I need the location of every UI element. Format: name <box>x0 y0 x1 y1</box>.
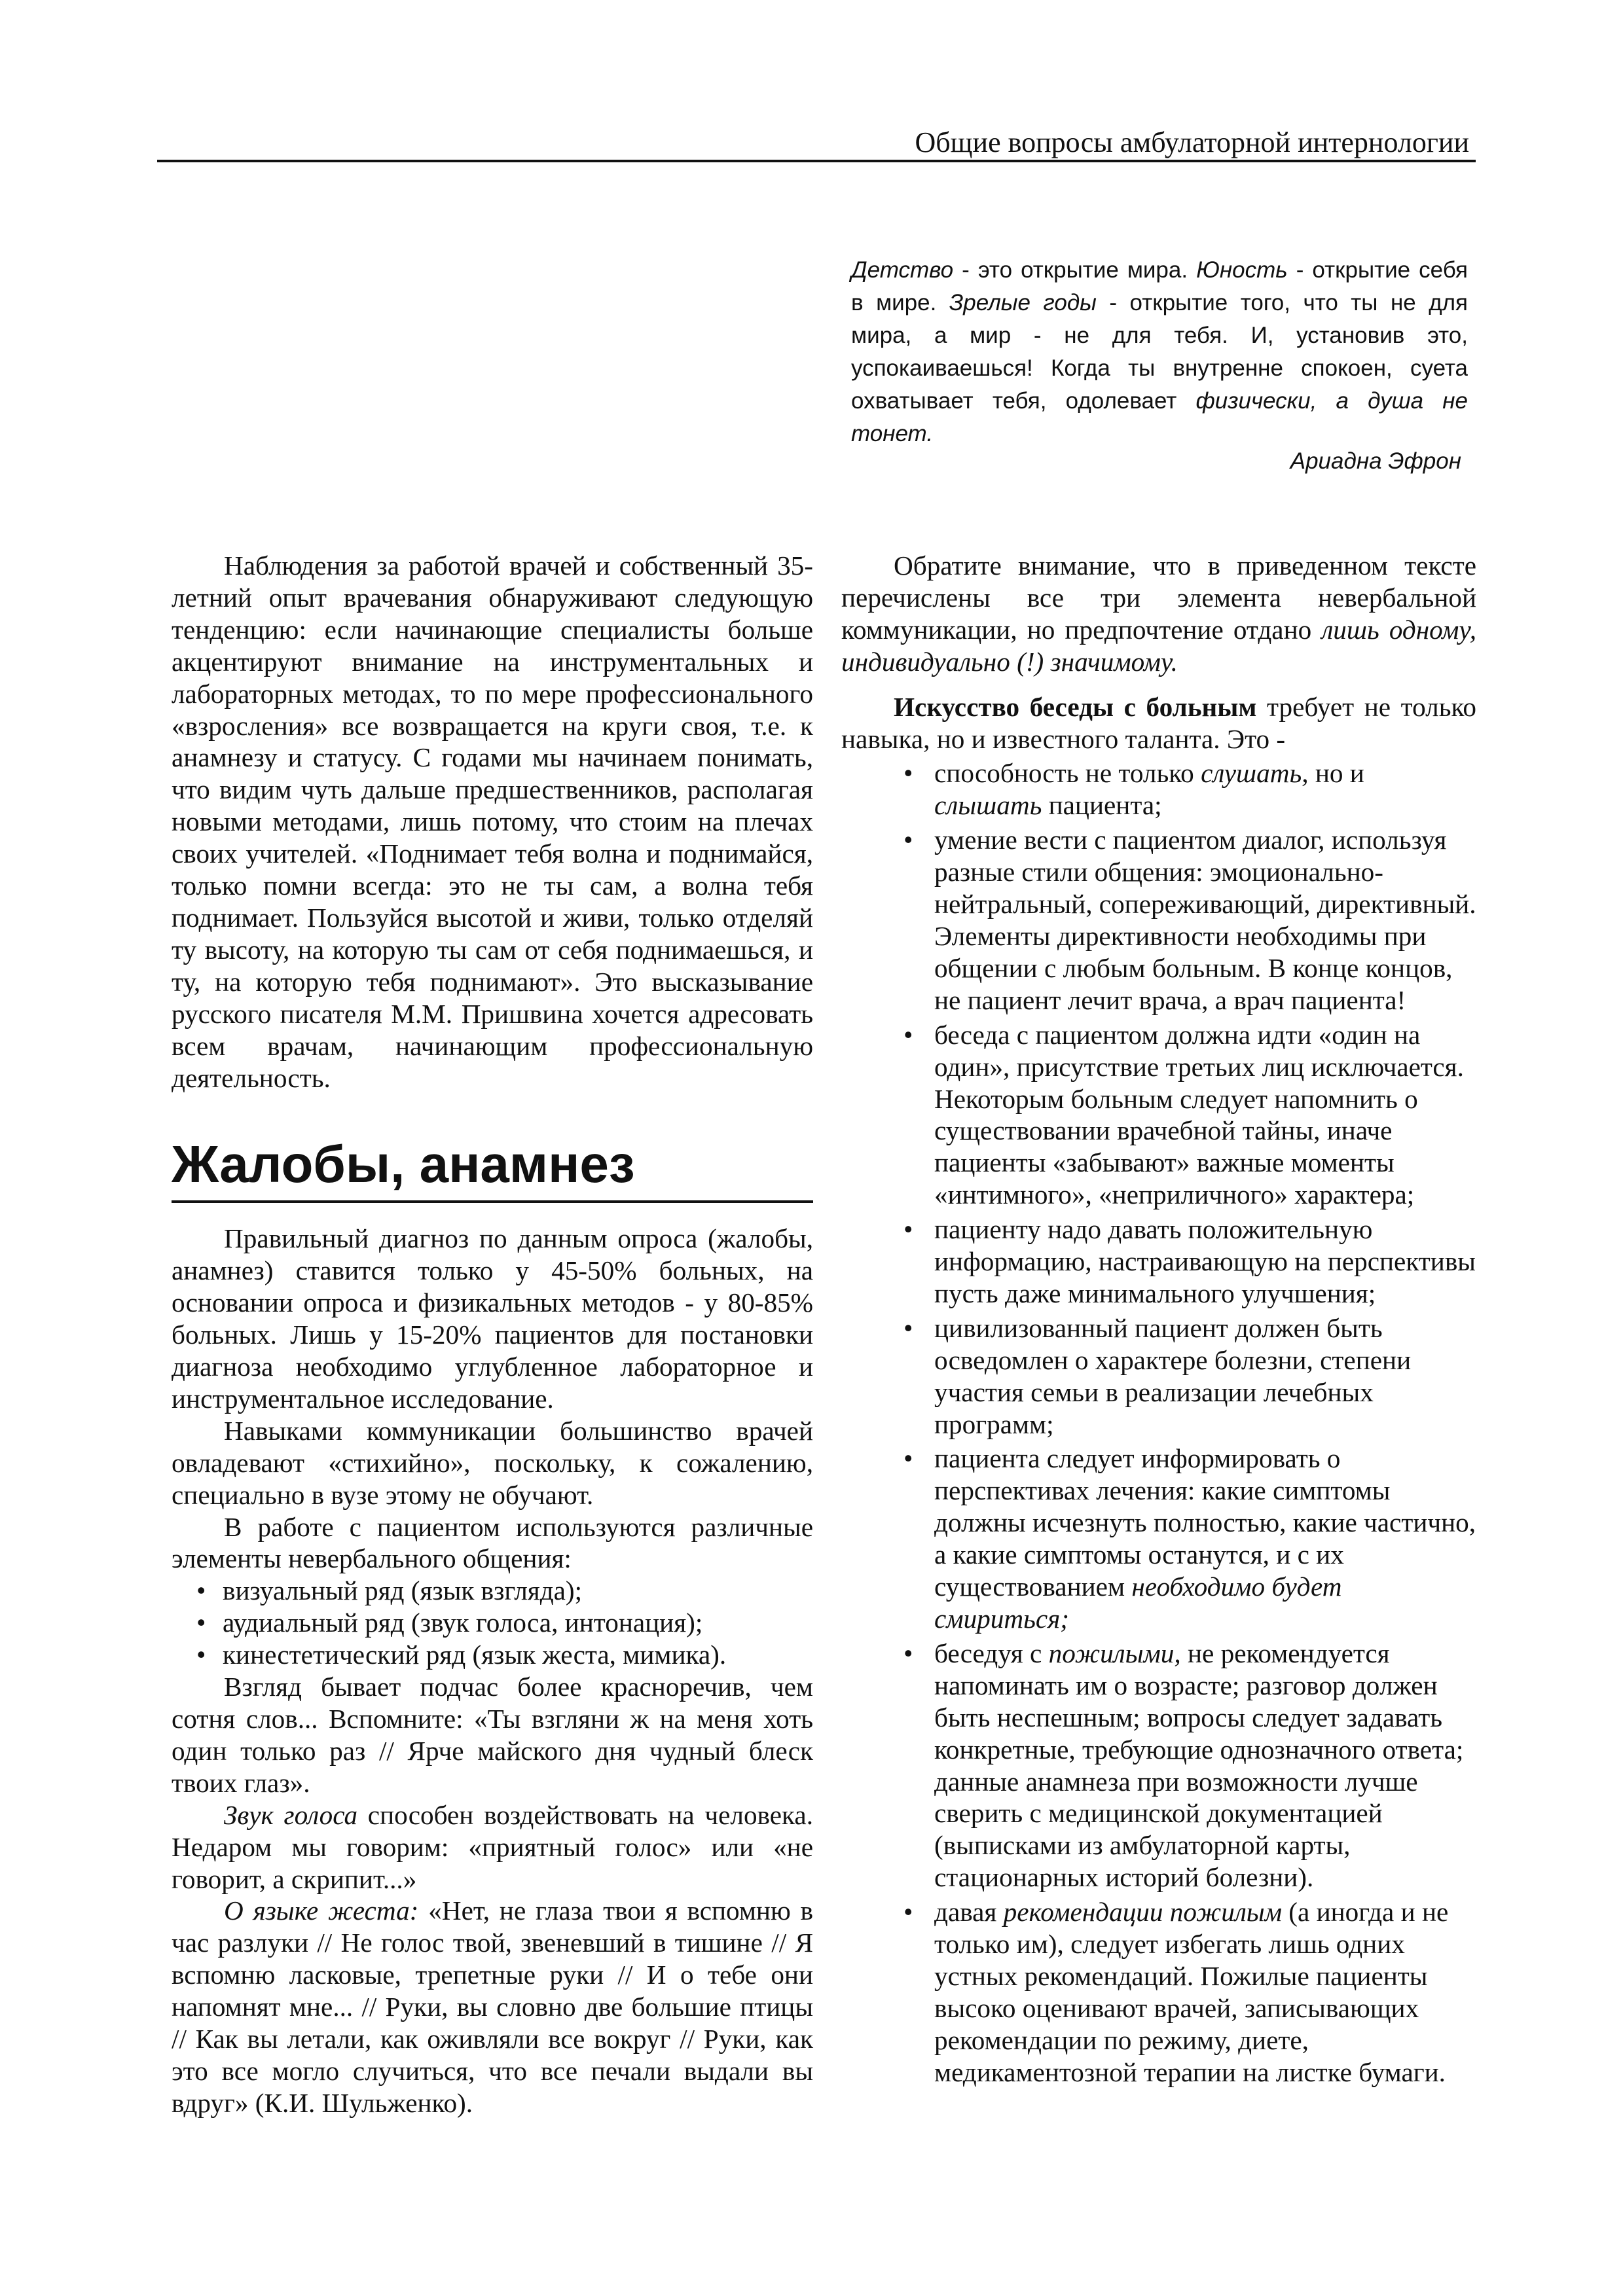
bullet-icon: • <box>903 825 913 855</box>
epigraph <box>851 254 1468 450</box>
gesture-paragraph: О языке жеста: «Нет, не глаза твои я вспомню в час разлуки // Не голос твой, звеневший в тишине // Я вспомню ласковые, трепетные руки // И о тебе они напомнят мне... // Руки, вы словно две большие птицы // Как вы летали, как оживляли все вокруг // Руки, как это все могло случиться, что все печали выдали вы вдруг» (К.И. Шульженко). <box>172 1895 814 2118</box>
right-column <box>841 550 1476 2089</box>
intro-paragraph: Наблюдения за работой врачей и собственный 35-летний опыт врачевания обнаруживают следующую тенденцию: если начинающие специалисты больше акцентируют внимание на инструментальных и лабораторных методах, то по мере профессионального «взросления» все возвращается на круги своя, т.е. к анамнезу и статусу. С годами мы начинаем понимать, что видим чуть дальше предшественников, располагая новыми методами, лишь потому, что стоим на плечах своих учителей. «Поднимает тебя волна и поднимайся, только помни всегда: это не ты сам, а волна тебя поднимает. Пользуйся высотой и живи, только отделяй ту высоту, на которую ты сам от себя поднимаешься, и ту, на которую тебя поднимают». Это высказывание русского писателя М.М. Пришвина хочется адресовать всем врачам, начинающим профессиональную деятельность. <box>172 550 813 1093</box>
bullet-icon: • <box>903 1312 913 1343</box>
bullet-icon: • <box>903 1638 913 1668</box>
art-of-conversation-paragraph: Искусство беседы с больным требует не только навыка, но и известного таланта. Это - <box>841 691 1476 754</box>
list-item: • аудиальный ряд (звук голоса, интонация); <box>196 1607 703 1638</box>
bullet-icon: • <box>903 1897 913 1928</box>
bullet-icon: • <box>903 758 913 789</box>
list-item: • пациента следует информировать о перспективах лечения: какие симптомы должны исчезнуть полностью, какие частично, а какие симптомы останутся, и с их существованием необходимо будет смириться; <box>903 1443 1476 1634</box>
bullet-icon: • <box>903 1443 913 1474</box>
epigraph-text: Детство - это открытие мира. Юность - открытие себя в мире. Зрелые годы - открытие того, что ты не для мира, а мир - не для тебя. И, установив это, успокаиваешься! Когда ты внутренне спокоен, суета охватывает тебя, одолевает физически, а душа не тонет. <box>851 257 1468 446</box>
section-title: Жалобы, анамнез <box>172 1133 813 1203</box>
header-rule <box>157 160 1476 162</box>
bullet-icon: • <box>196 1607 206 1638</box>
list-item: • давая рекомендации пожилым (а иногда и не только им), следует избегать лишь одних устных рекомендаций. Пожилые пациенты высоко оценивают врачей, записывающих рекомендации по режиму, диете, медикаментозной терапии на листке бумаги. <box>903 1897 1449 2087</box>
list-item: • умение вести с пациентом диалог, используя разные стили общения: эмоционально-нейтральный, сопереживающий, директивный. Элементы директивности необходимы при общении с любым больным. В конце концов, не пациент лечит врача, а врач пациента! <box>903 825 1476 1015</box>
epigraph-author: Ариадна Эфрон <box>1290 448 1461 474</box>
gaze-paragraph: Взгляд бывает подчас более красноречив, чем сотня слов... Вспомните: «Ты взгляни ж на меня хоть один только раз // Ярче майского дня чудный блеск твоих глаз». <box>172 1672 813 1798</box>
diagnosis-paragraph: Правильный диагноз по данным опроса (жалобы, анамнез) ставится только у 45-50% больных, на основании опроса и физикальных методов - у 80-85% больных. Лишь у 15-20% пациентов для постановки диагноза необходимо углубленное лабораторное и инструментальное исследование. <box>172 1223 813 1414</box>
list-item: • кинестетический ряд (язык жеста, мимика). <box>196 1640 727 1670</box>
list-item: • цивилизованный пациент должен быть осведомлен о характере болезни, степени участия семьи в реализации лечебных программ; <box>903 1312 1412 1439</box>
nonverbal-paragraph: В работе с пациентом используются различные элементы невербального общения: <box>172 1511 813 1574</box>
list-item: • визуальный ряд (язык взгляда); <box>196 1575 583 1606</box>
voice-paragraph: Звук голоса способен воздействовать на человека. Недаром мы говорим: «приятный голос» или «не говорит, а скрипит...» <box>172 1799 813 1894</box>
note-paragraph: Обратите внимание, что в приведенном тексте перечислены все три элемента невербальной коммуникации, но предпочтение отдано лишь одному, индивидуально (!) значимому. <box>841 550 1476 677</box>
bullet-icon: • <box>903 1214 913 1245</box>
conversation-rules-list <box>841 757 1476 2088</box>
list-item: • пациенту надо давать положительную информацию, настраивающую на перспективы пусть даже минимального улучшения; <box>903 1214 1476 1308</box>
bullet-icon: • <box>903 1019 913 1050</box>
list-item: • беседа с пациентом должна идти «один на один», присутствие третьих лиц исключается. Некоторым больным следует напомнить о существовании врачебной тайны, иначе пациенты «забывают» важные моменты «интимного», «неприличного» характера; <box>903 1019 1464 1210</box>
bullet-icon: • <box>196 1575 206 1606</box>
communication-paragraph: Навыками коммуникации большинство врачей овладевают «стихийно», поскольку, к сожалению, специально в вузе этому не обучают. <box>172 1415 813 1510</box>
list-item: • беседуя с пожилыми, не рекомендуется напоминать им о возрасте; разговор должен быть неспешным; вопросы следует задавать конкретные, требующие однозначного ответа; данные анамнеза при возможности лучше сверить с медицинской документацией (выписками из амбулаторной карты, стационарных историй болезни). <box>903 1638 1464 1893</box>
bullet-icon: • <box>196 1640 206 1670</box>
list-item: • способность не только слушать, но и слышать пациента; <box>903 758 1364 821</box>
left-column <box>172 550 813 2119</box>
running-header: Общие вопросы амбулаторной интернологии <box>915 126 1469 158</box>
nonverbal-list <box>172 1575 813 1671</box>
